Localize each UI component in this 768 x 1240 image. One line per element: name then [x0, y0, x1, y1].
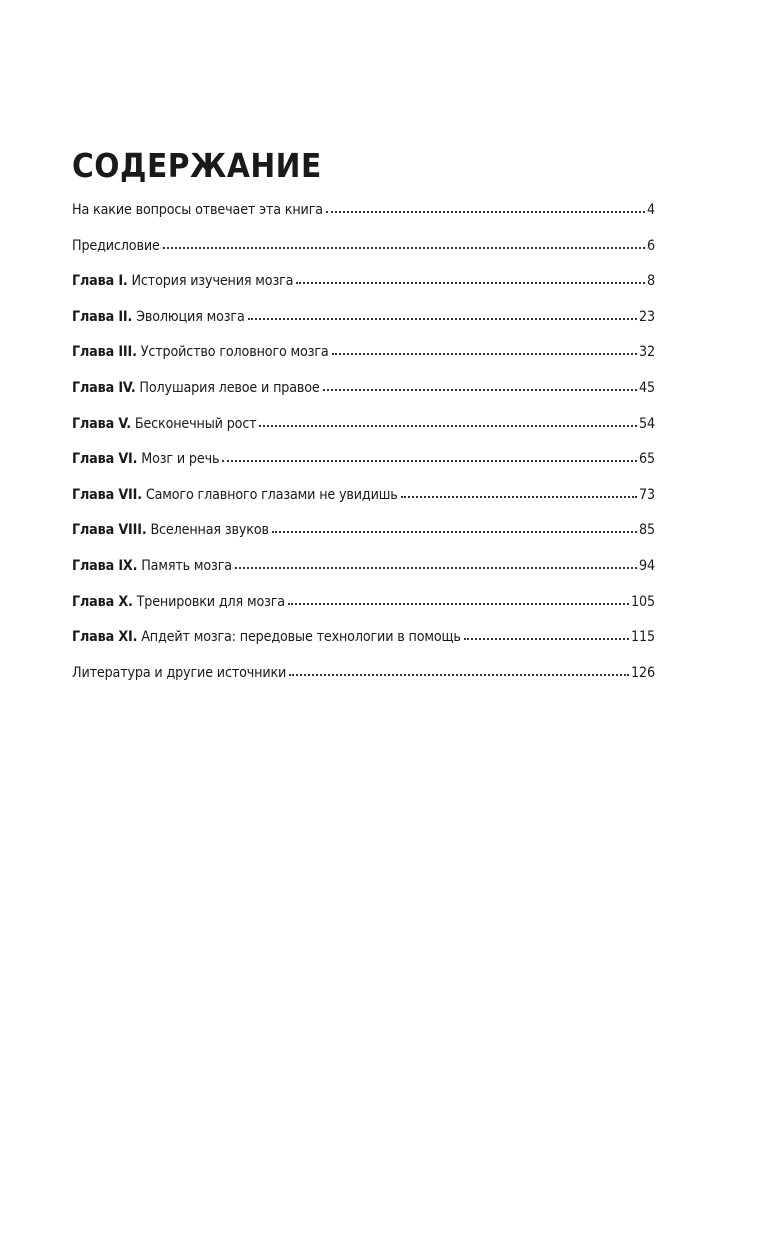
toc-entry-title: Память мозга	[137, 557, 232, 574]
toc-entry-title: Тренировки для мозга	[132, 593, 285, 610]
toc-entry-text	[72, 410, 256, 438]
toc-entry-text	[72, 445, 219, 473]
toc-entry-page: 73	[638, 486, 655, 503]
toc-entry-title: Апдейт мозга: передовые технологии в помощь	[137, 629, 461, 646]
toc-entry-chapter: Глава VIII.	[72, 522, 147, 539]
toc-entry-chapter: Глава I.	[72, 273, 128, 290]
toc-entry-page: 8	[646, 273, 655, 290]
toc-entry[interactable]	[72, 232, 655, 268]
toc-leader-dots	[464, 637, 629, 640]
toc-entry-title: Самого главного глазами не увидишь	[141, 486, 398, 503]
toc-entry-text	[72, 196, 323, 224]
toc-entry-title: История изучения мозга	[127, 273, 294, 290]
toc-entry-text	[72, 481, 398, 509]
toc-leader-dots	[323, 388, 637, 391]
toc-entry[interactable]	[72, 410, 655, 446]
toc-leader-dots	[401, 495, 637, 498]
toc-leader-dots	[259, 424, 636, 427]
toc-entry[interactable]	[72, 196, 655, 232]
toc-entry-page: 65	[638, 451, 655, 468]
toc-leader-dots	[272, 530, 637, 533]
toc-leader-dots	[332, 352, 637, 355]
toc-entry-page: 32	[638, 344, 655, 361]
toc-entry[interactable]	[72, 481, 655, 517]
toc-entry-chapter: Глава X.	[72, 593, 133, 610]
toc-entry[interactable]	[72, 588, 655, 624]
toc-entry[interactable]	[72, 303, 655, 339]
toc-entry-page: 23	[638, 308, 655, 325]
toc-entry-page: 6	[646, 237, 655, 254]
toc-entry-page: 94	[638, 557, 655, 574]
toc-entry[interactable]	[72, 374, 655, 410]
toc-entry-title: Литература и другие источники	[72, 664, 287, 681]
toc-entry-text	[72, 267, 293, 295]
toc-entry-chapter: Глава V.	[72, 415, 131, 432]
toc-entry-text	[72, 232, 160, 260]
toc-entry-page: 115	[630, 629, 655, 646]
toc-entry[interactable]	[72, 516, 655, 552]
toc-entry-text	[72, 338, 329, 366]
toc-entry-title: Мозг и речь	[137, 451, 220, 468]
toc-entry-title: Устройство головного мозга	[136, 344, 329, 361]
toc-entry[interactable]	[72, 445, 655, 481]
toc-leader-dots	[235, 566, 637, 569]
toc-entry-chapter: Глава III.	[72, 344, 137, 361]
toc-entry-text	[72, 588, 285, 616]
toc-entry-title: Вселенная звуков	[146, 522, 269, 539]
toc-entry-title: Полушария левое и правое	[135, 379, 320, 396]
toc-entry-text	[72, 623, 461, 651]
toc-entry-chapter: Глава IX.	[72, 557, 138, 574]
toc-title: СОДЕРЖАНИЕ	[72, 146, 322, 185]
toc-entry-chapter: Глава II.	[72, 308, 133, 325]
toc-leader-dots	[288, 602, 629, 605]
toc-page	[72, 0, 655, 1240]
toc-leader-dots	[163, 246, 645, 249]
toc-entry-page: 54	[638, 415, 655, 432]
toc-leader-dots	[289, 673, 629, 676]
toc-entry-chapter: Глава VII.	[72, 486, 142, 503]
toc-entry-page: 85	[638, 522, 655, 539]
toc-entry-text	[72, 303, 245, 331]
toc-entry-title: На какие вопросы отвечает эта книга	[72, 202, 323, 218]
toc-entry-chapter: Глава IV.	[72, 379, 136, 396]
toc-entry-text	[72, 516, 269, 544]
toc-entry-text	[72, 374, 320, 402]
toc-entry-page: 126	[630, 664, 655, 681]
toc-entry-text	[72, 552, 232, 580]
toc-list	[72, 196, 655, 694]
toc-entry-page: 4	[646, 202, 655, 218]
toc-leader-dots	[222, 459, 637, 462]
toc-leader-dots	[248, 317, 637, 320]
toc-entry-chapter: Глава XI.	[72, 629, 138, 646]
toc-leader-dots	[326, 210, 645, 213]
toc-entry-title: Предисловие	[72, 237, 160, 254]
toc-entry-chapter: Глава VI.	[72, 451, 138, 468]
toc-entry[interactable]	[72, 659, 655, 695]
toc-entry-title: Эволюция мозга	[132, 308, 245, 325]
toc-entry[interactable]	[72, 623, 655, 659]
toc-entry[interactable]	[72, 267, 655, 303]
toc-entry-title: Бесконечный рост	[130, 415, 257, 432]
toc-entry-text	[72, 659, 286, 687]
toc-entry-page: 105	[630, 593, 655, 610]
toc-entry-page: 45	[638, 379, 655, 396]
toc-leader-dots	[296, 281, 645, 284]
toc-entry[interactable]	[72, 552, 655, 588]
toc-entry[interactable]	[72, 338, 655, 374]
